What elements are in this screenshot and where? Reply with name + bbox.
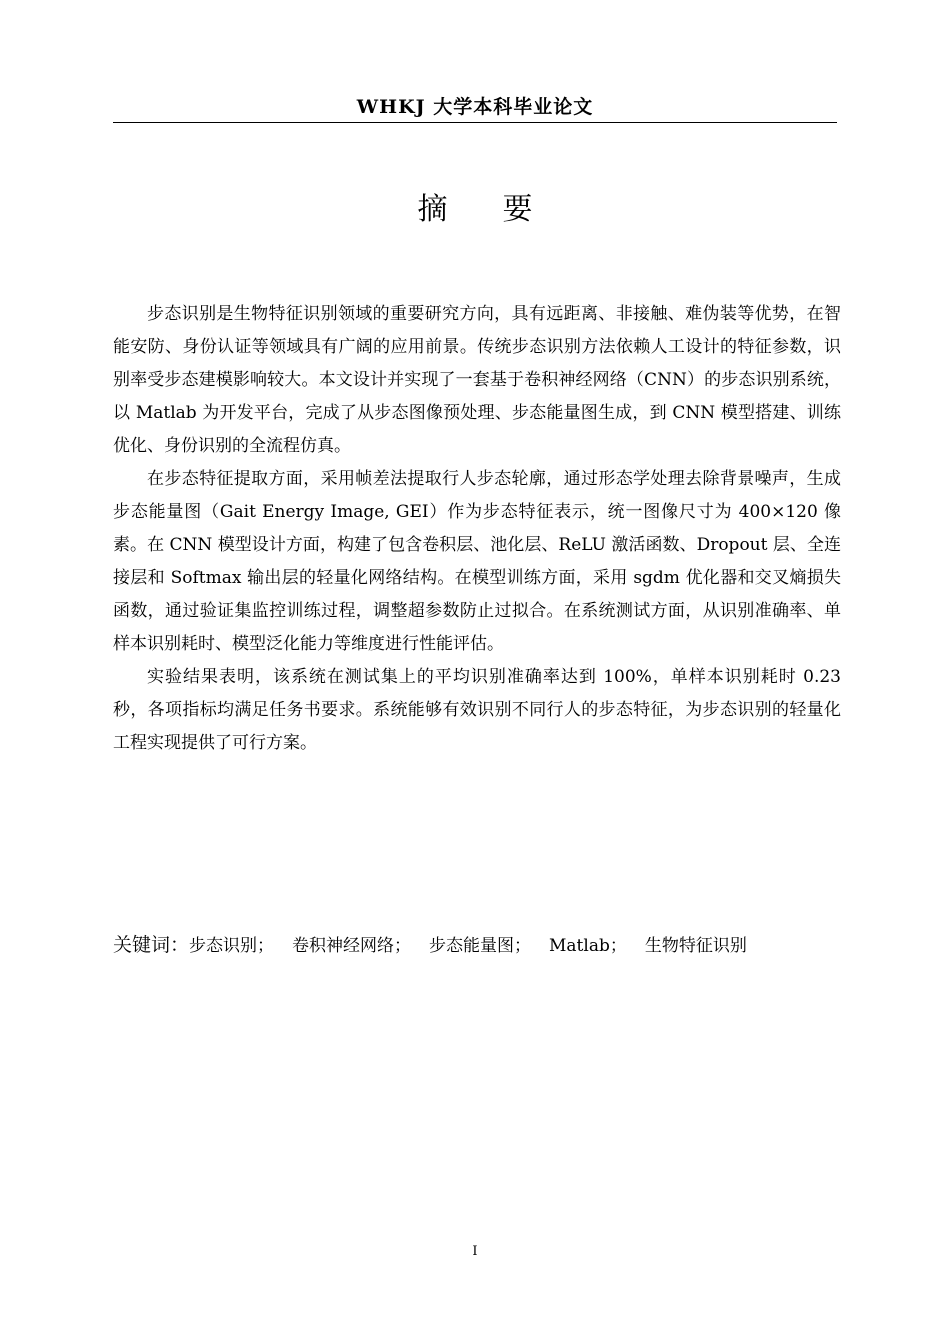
page-title: 摘要 — [417, 192, 588, 227]
keyword-item: 生物特征识别 — [644, 936, 747, 956]
abstract-body — [113, 298, 841, 760]
keyword-item: 步态能量图； — [429, 936, 532, 956]
page-number: I — [472, 1244, 478, 1259]
abstract-paragraph: 在步态特征提取方面，采用帧差法提取行人步态轮廓，通过形态学处理去除背景噪声，生成步态能量图（Gait Energy Image, GEI）作为步态特征表示，统一图像尺寸为 400×120 像素。在 CNN 模型设计方面，构建了包含卷积层、池化层、ReLU 激活函数、Dropout 层、全连接层和 Softmax 输出层的轻量化网络结构。在模型训练方面，采用 sgdm 优化器和交叉熵损失函数，通过验证集监控训练过程，调整超参数防止过拟合。在系统测试方面，从识别准确率、单样本识别耗时、模型泛化能力等维度进行性能评估。 — [113, 469, 841, 654]
keyword-item: 步态识别； — [189, 936, 275, 956]
header-text: WHKJ 大学本科毕业论文 — [356, 96, 594, 118]
abstract-paragraph: 实验结果表明，该系统在测试集上的平均识别准确率达到 100%，单样本识别耗时 0.23 秒，各项指标均满足任务书要求。系统能够有效识别不同行人的步态特征，为步态识别的轻量化工程实现提供了可行方案。 — [113, 667, 841, 753]
keywords-label: 关键词： — [113, 934, 190, 956]
keyword-item: Matlab； — [549, 936, 627, 956]
page-header — [113, 95, 837, 123]
keyword-item: 卷积神经网络； — [292, 936, 412, 956]
abstract-paragraph: 步态识别是生物特征识别领域的重要研究方向，具有远距离、非接触、难伪装等优势，在智能安防、身份认证等领域具有广阔的应用前景。传统步态识别方法依赖人工设计的特征参数，识别率受步态建模影响较大。本文设计并实现了一套基于卷积神经网络（CNN）的步态识别系统，以 Matlab 为开发平台，完成了从步态图像预处理、步态能量图生成，到 CNN 模型搭建、训练优化、身份识别的全流程仿真。 — [113, 304, 841, 456]
keywords-row — [113, 929, 841, 962]
